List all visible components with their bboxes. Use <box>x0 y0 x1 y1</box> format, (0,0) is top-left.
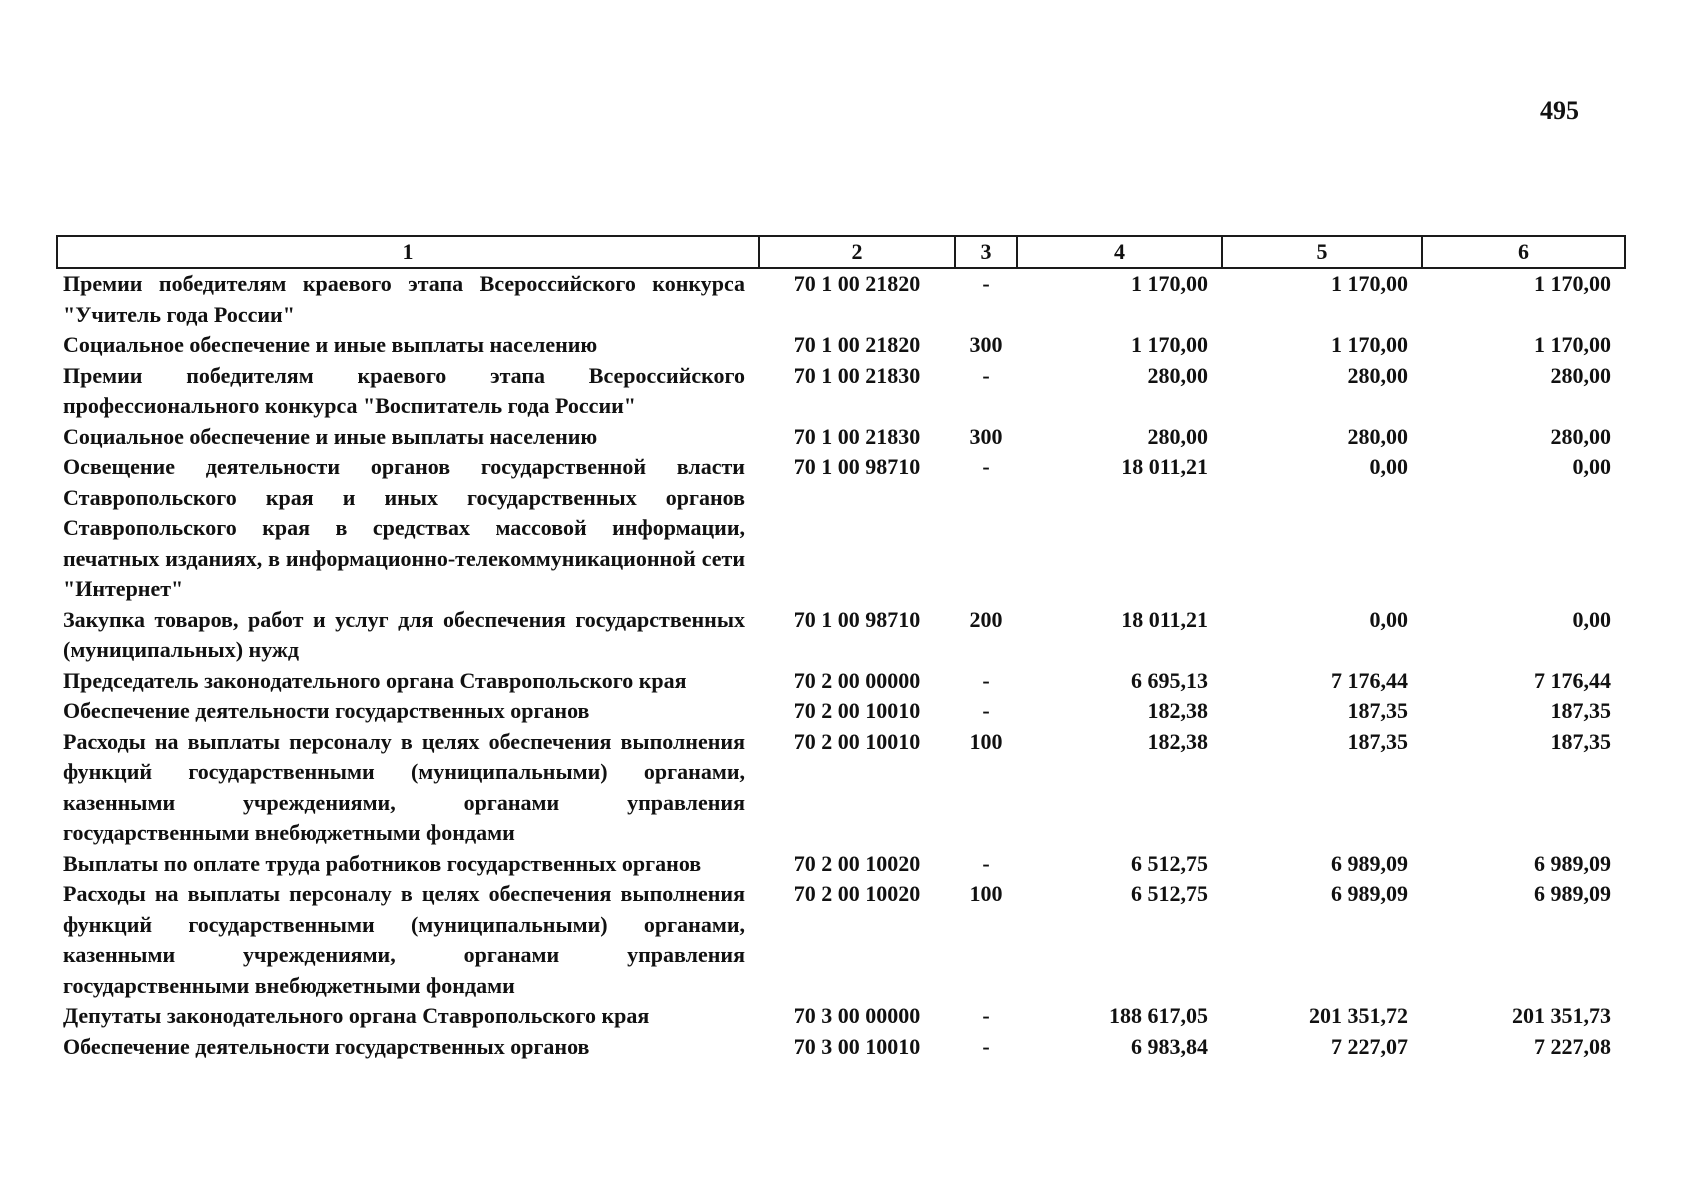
column-header-1: 1 <box>57 236 759 268</box>
row-value-col5: 6 989,09 <box>1331 850 1408 876</box>
column-header-4: 4 <box>1017 236 1222 268</box>
row-value-col6: 7 176,44 <box>1534 667 1611 693</box>
row-code: 70 3 00 00000 <box>793 1003 921 1028</box>
row-value-col4: 1 170,00 <box>1131 332 1208 357</box>
table-row <box>57 879 1625 1001</box>
row-expense-type: - <box>982 1033 990 1059</box>
row-code: 70 1 00 98710 <box>793 454 921 479</box>
row-value-col4: 18 011,21 <box>1121 606 1208 632</box>
row-value-col6: 187,35 <box>1550 728 1611 754</box>
row-value-col6: 0,00 <box>1572 606 1611 632</box>
row-code: 70 2 00 10020 <box>793 850 921 876</box>
row-value-col4: 188 617,05 <box>1109 1003 1208 1028</box>
row-value-col5: 7 227,07 <box>1331 1033 1408 1059</box>
page-number: 495 <box>1540 96 1579 125</box>
row-code: 70 1 00 21830 <box>793 423 921 449</box>
row-value-col6: 7 227,08 <box>1534 1033 1611 1059</box>
row-value-col4: 6 512,75 <box>1131 850 1208 876</box>
row-value-col4: 6 695,13 <box>1131 667 1208 693</box>
row-expense-type: - <box>982 850 990 876</box>
row-value-col6: 280,00 <box>1550 423 1611 449</box>
row-value-col4: 6 512,75 <box>1131 881 1208 906</box>
row-expense-type: 200 <box>969 606 1003 632</box>
row-expense-type: 100 <box>969 881 1003 906</box>
row-value-col4: 280,00 <box>1147 362 1208 388</box>
row-name: Премии победителям краевого этапа Всероссийского профессионального конкурса "Воспитатель года России" <box>63 362 745 418</box>
row-code: 70 2 00 10020 <box>793 881 921 906</box>
table-row <box>57 605 1625 666</box>
row-value-col6: 6 989,09 <box>1534 881 1611 906</box>
row-code: 70 2 00 10010 <box>793 728 921 754</box>
table-row <box>57 361 1625 422</box>
row-code: 70 1 00 21820 <box>793 332 921 357</box>
column-header-5: 5 <box>1222 236 1422 268</box>
table-row <box>57 727 1625 849</box>
table-header-row <box>57 236 1625 268</box>
row-value-col4: 1 170,00 <box>1131 271 1208 296</box>
row-value-col5: 0,00 <box>1369 606 1408 632</box>
row-name: Социальное обеспечение и иные выплаты населению <box>63 332 598 357</box>
row-value-col6: 1 170,00 <box>1534 271 1611 296</box>
row-value-col4: 182,38 <box>1147 728 1208 754</box>
row-value-col5: 187,35 <box>1347 728 1408 754</box>
row-name: Расходы на выплаты персоналу в целях обеспечения выполнения функций государственными (муниципальными) органами, казенными учреждениями, органами управления государственными внебюджетными фондами <box>63 881 745 998</box>
row-expense-type: - <box>982 1003 990 1028</box>
row-value-col4: 6 983,84 <box>1131 1033 1208 1059</box>
row-expense-type: 300 <box>969 332 1003 357</box>
row-expense-type: - <box>982 362 990 388</box>
row-value-col4: 280,00 <box>1147 423 1208 449</box>
row-code: 70 1 00 21830 <box>793 362 921 388</box>
table-row <box>57 330 1625 361</box>
row-value-col5: 7 176,44 <box>1331 667 1408 693</box>
row-code: 70 2 00 10010 <box>793 698 921 723</box>
row-value-col6: 6 989,09 <box>1534 850 1611 876</box>
row-name: Расходы на выплаты персоналу в целях обеспечения выполнения функций государственными (муниципальными) органами, казенными учреждениями, органами управления государственными внебюджетными фондами <box>63 728 745 845</box>
budget-table-container <box>56 235 1624 1062</box>
row-value-col6: 280,00 <box>1550 362 1611 388</box>
row-expense-type: 100 <box>969 728 1003 754</box>
row-value-col5: 280,00 <box>1347 423 1408 449</box>
row-name: Премии победителям краевого этапа Всероссийского конкурса "Учитель года России" <box>63 271 745 327</box>
column-header-3: 3 <box>955 236 1017 268</box>
row-name: Освещение деятельности органов государственной власти Ставропольского края и иных государственных органов Ставропольского края в средствах массовой информации, печатных изданиях, в информационно-телекоммуникационной сети "Интернет" <box>63 454 745 601</box>
row-name: Выплаты по оплате труда работников государственных органов <box>63 850 702 876</box>
budget-table <box>56 235 1626 1062</box>
table-row <box>57 268 1625 330</box>
row-value-col5: 6 989,09 <box>1331 881 1408 906</box>
row-value-col4: 182,38 <box>1147 698 1208 723</box>
table-row <box>57 1001 1625 1032</box>
row-name: Обеспечение деятельности государственных органов <box>63 1033 590 1059</box>
table-row <box>57 849 1625 880</box>
row-code: 70 1 00 21820 <box>793 271 921 296</box>
row-expense-type: - <box>982 271 990 296</box>
row-value-col5: 1 170,00 <box>1331 332 1408 357</box>
row-value-col6: 0,00 <box>1572 454 1611 479</box>
row-value-col5: 201 351,72 <box>1309 1003 1408 1028</box>
row-expense-type: - <box>982 667 990 693</box>
row-value-col4: 18 011,21 <box>1121 454 1208 479</box>
table-row <box>57 452 1625 605</box>
row-value-col6: 1 170,00 <box>1534 332 1611 357</box>
table-row <box>57 696 1625 727</box>
row-name: Обеспечение деятельности государственных органов <box>63 698 590 723</box>
row-code: 70 2 00 00000 <box>793 667 921 693</box>
row-value-col5: 0,00 <box>1369 454 1408 479</box>
row-name: Социальное обеспечение и иные выплаты населению <box>63 423 598 449</box>
table-row <box>57 422 1625 453</box>
row-value-col6: 187,35 <box>1550 698 1611 723</box>
column-header-2: 2 <box>759 236 955 268</box>
row-value-col5: 1 170,00 <box>1331 271 1408 296</box>
row-name: Председатель законодательного органа Ставропольского края <box>63 667 687 693</box>
row-expense-type: - <box>982 454 990 479</box>
row-value-col6: 201 351,73 <box>1512 1003 1611 1028</box>
row-expense-type: 300 <box>969 423 1003 449</box>
row-name: Депутаты законодательного органа Ставропольского края <box>63 1003 650 1028</box>
row-value-col5: 280,00 <box>1347 362 1408 388</box>
row-name: Закупка товаров, работ и услуг для обеспечения государственных (муниципальных) нужд <box>63 606 745 662</box>
row-value-col5: 187,35 <box>1347 698 1408 723</box>
row-expense-type: - <box>982 698 990 723</box>
table-row <box>57 1032 1625 1063</box>
row-code: 70 1 00 98710 <box>793 606 921 632</box>
row-code: 70 3 00 10010 <box>793 1033 921 1059</box>
column-header-6: 6 <box>1422 236 1625 268</box>
table-row <box>57 666 1625 697</box>
